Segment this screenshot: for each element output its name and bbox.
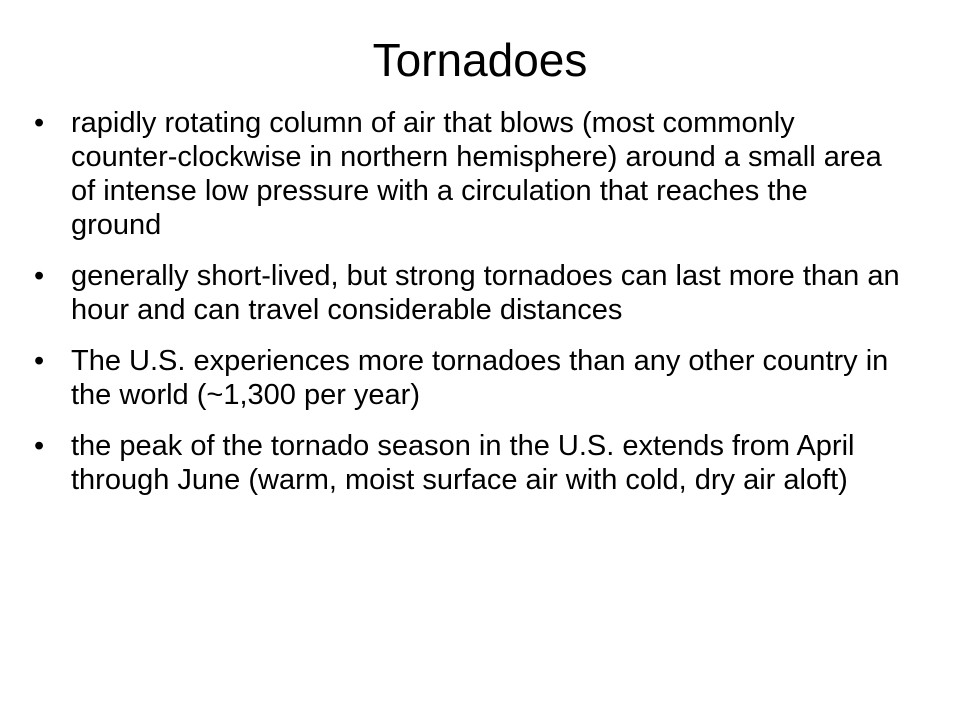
bullet-item-1 bbox=[34, 106, 904, 242]
bullet-icon: • bbox=[34, 345, 45, 377]
slide-title: Tornadoes bbox=[372, 34, 588, 86]
bullet-text: generally short-lived, but strong tornadoes can last more than an hour and can travel considerable distances bbox=[71, 260, 900, 326]
bullet-text: rapidly rotating column of air that blows (most commonly counter-clockwise in northern hemisphere) around a small area of intense low pressure with a circulation that reaches the ground bbox=[71, 107, 882, 241]
bullet-item-3 bbox=[34, 344, 904, 412]
bullet-list bbox=[34, 106, 904, 514]
bullet-icon: • bbox=[34, 107, 45, 139]
bullet-text: The U.S. experiences more tornadoes than any other country in the world (~1,300 per year) bbox=[71, 345, 889, 411]
bullet-text: the peak of the tornado season in the U.S. extends from April through June (warm, moist surface air with cold, dry air aloft) bbox=[71, 430, 855, 496]
bullet-icon: • bbox=[34, 260, 45, 292]
bullet-item-2 bbox=[34, 259, 904, 327]
bullet-icon: • bbox=[34, 430, 45, 462]
bullet-item-4 bbox=[34, 429, 904, 497]
